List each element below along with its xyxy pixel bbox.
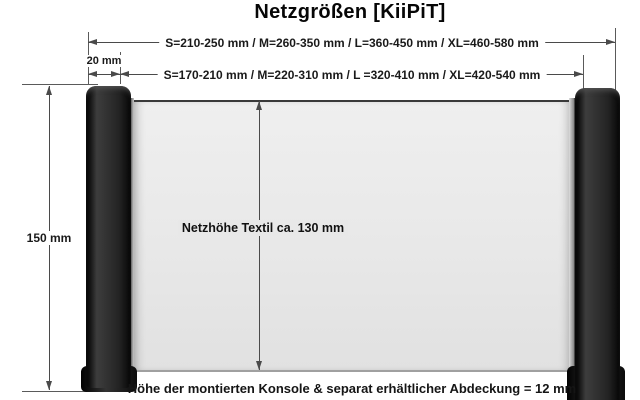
extension-line-outer-right: [615, 28, 616, 90]
arrow-right-icon: [111, 71, 120, 77]
arrow-up-icon: [256, 101, 262, 110]
extension-line-inner-right: [583, 55, 584, 90]
arrow-left-icon: [88, 71, 97, 77]
dimension-line-console-offset: [88, 74, 120, 75]
dimension-label-total-height: 150 mm: [21, 231, 78, 245]
diagram-title: Netzgrößen [KiiPiT]: [254, 1, 446, 23]
extension-line-top-left: [22, 84, 98, 85]
arrow-up-icon: [46, 86, 52, 95]
arrow-down-icon: [46, 381, 52, 390]
arrow-down-icon: [256, 361, 262, 370]
arrow-right-icon: [574, 71, 583, 77]
dimension-label-net-height: Netzhöhe Textil ca. 130 mm: [178, 220, 348, 236]
dimension-label-inner-width: S=170-210 mm / M=220-310 mm / L =320-410 mm / XL=420-540 mm: [158, 68, 547, 82]
footnote-text: Höhe der montierten Konsole & separat erhältlicher Abdeckung = 12 mm: [127, 381, 577, 396]
left-console: [86, 86, 131, 388]
dimension-label-console-offset: 20 mm: [86, 55, 122, 67]
arrow-left-icon: [88, 39, 97, 45]
net-panel: [134, 100, 570, 372]
right-console: [575, 88, 620, 400]
dimension-label-outer-width: S=210-250 mm / M=260-350 mm / L=360-450 mm / XL=460-580 mm: [159, 36, 545, 50]
arrow-right-icon: [606, 39, 615, 45]
arrow-left-icon: [120, 71, 129, 77]
